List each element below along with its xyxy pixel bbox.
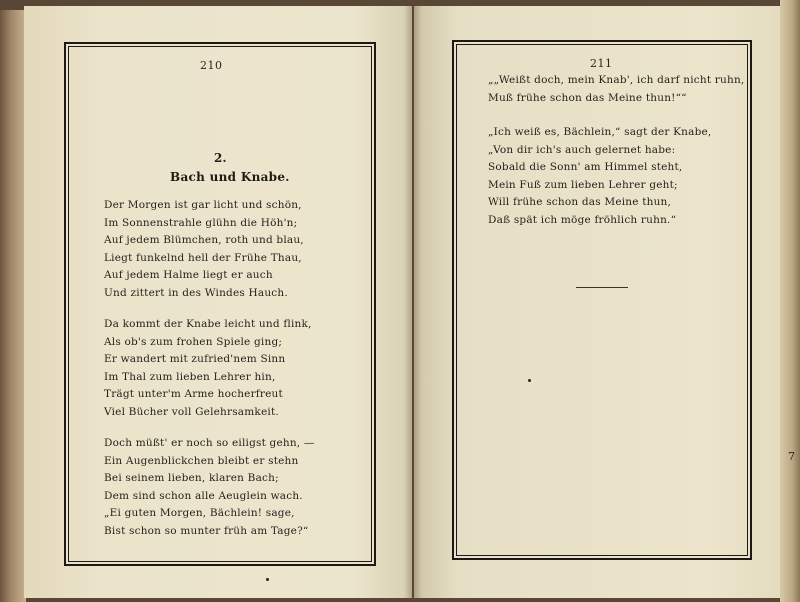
verse-line: Sobald die Sonn' am Himmel steht, bbox=[488, 161, 683, 173]
stanza-5 bbox=[488, 124, 711, 229]
verse-line: Im Thal zum lieben Lehrer hin, bbox=[104, 370, 276, 383]
verse-line: Muß frühe schon das Meine thun!““ bbox=[488, 91, 687, 104]
page-number-right: 211 bbox=[590, 57, 613, 70]
poem-title: Bach und Knabe. bbox=[170, 170, 290, 184]
verse-line: Da kommt der Knabe leicht und flink, bbox=[104, 318, 312, 330]
edge-mark: 7 bbox=[788, 450, 795, 463]
verse-line: Bei seinem lieben, klaren Bach; bbox=[104, 472, 279, 484]
section-number: 2. bbox=[214, 151, 227, 165]
verse-line: Trägt unter'm Arme hocherfreut bbox=[104, 388, 283, 400]
book-cover-left-edge bbox=[0, 10, 26, 602]
verse-line: Viel Bücher voll Gelehrsamkeit. bbox=[104, 405, 279, 418]
end-divider-rule bbox=[576, 287, 628, 288]
verse-line: Der Morgen ist gar licht und schön, bbox=[104, 199, 302, 211]
verse-line: Will frühe schon das Meine thun, bbox=[488, 196, 672, 208]
page-dot-mark bbox=[266, 578, 269, 581]
verse-line: Und zittert in des Windes Hauch. bbox=[104, 286, 288, 299]
verse-line: Dem sind schon alle Aeuglein wach. bbox=[104, 489, 303, 502]
verse-line: Ein Augenblickchen bleibt er stehn bbox=[104, 454, 299, 467]
verse-line: Bist schon so munter früh am Tage?“ bbox=[104, 524, 309, 537]
verse-line: Mein Fuß zum lieben Lehrer geht; bbox=[488, 178, 678, 191]
verse-line: Er wandert mit zufried'nem Sinn bbox=[104, 353, 286, 365]
verse-line: Daß spät ich möge fröhlich ruhn.“ bbox=[488, 213, 677, 226]
verse-line: „Ei guten Morgen, Bächlein! sage, bbox=[104, 507, 295, 519]
stanza-3 bbox=[104, 435, 315, 540]
page-number-left: 210 bbox=[200, 59, 223, 72]
verse-line: „Von dir ich's auch gelernet habe: bbox=[488, 143, 676, 156]
verse-line: Doch müßt' er noch so eiligst gehn, — bbox=[104, 437, 315, 449]
right-page-border bbox=[452, 40, 752, 560]
stanza-1 bbox=[104, 197, 304, 302]
verse-line: Auf jedem Blümchen, roth und blau, bbox=[104, 234, 304, 246]
book-cover-right-edge bbox=[780, 0, 800, 602]
book-gutter bbox=[404, 0, 422, 602]
verse-line: „„Weißt doch, mein Knab', ich darf nicht ruhn, bbox=[488, 74, 745, 86]
verse-line: „Ich weiß es, Bächlein,“ sagt der Knabe, bbox=[488, 126, 712, 138]
stanza-2 bbox=[104, 316, 312, 421]
verse-line: Als ob's zum frohen Spiele ging; bbox=[104, 335, 283, 348]
stanza-4 bbox=[488, 72, 744, 107]
verse-line: Liegt funkelnd hell der Frühe Thau, bbox=[104, 251, 302, 264]
verse-line: Auf jedem Halme liegt er auch bbox=[104, 269, 273, 281]
page-dot-mark bbox=[528, 379, 531, 382]
verse-line: Im Sonnenstrahle glühn die Höh'n; bbox=[104, 216, 298, 229]
